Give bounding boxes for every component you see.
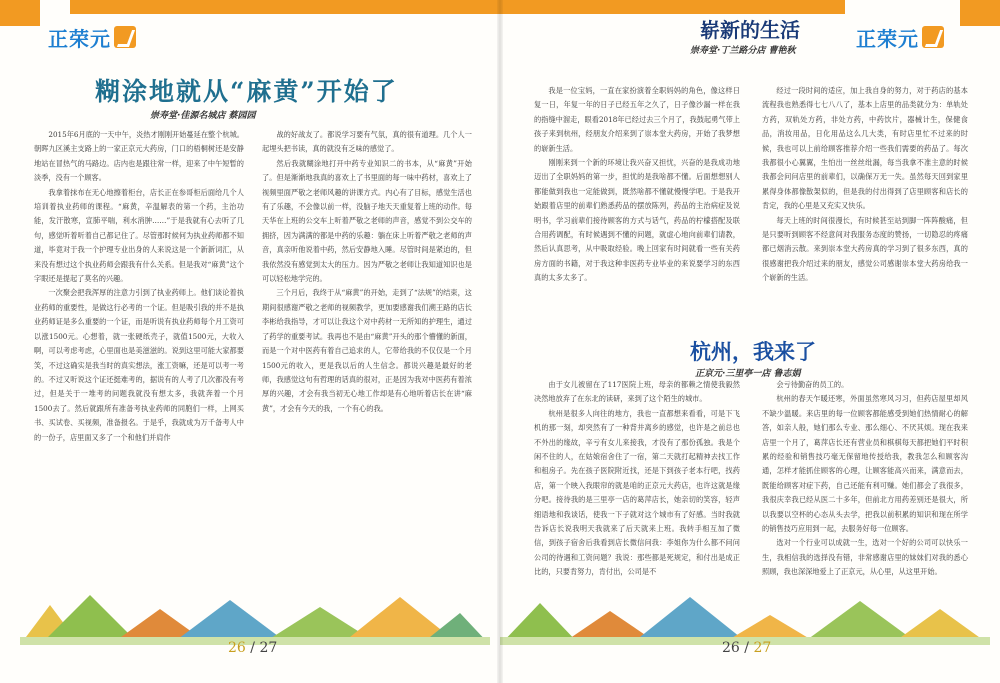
article-byline: 正京元·三里亭一店 鲁志娟	[695, 369, 801, 379]
paragraph: 杭州的春天乍暖还寒，外面虽然寒风习习，但药店屋里却风不缺少温暖。来店里的每一位顾客都能感受到她们热情耐心的解答，如亲人般，她们那么专业、那么细心、不厌其烦。现在我来店里一个月了，葛萍店长还有营业员和棋棋每天都把她们平时积累的经验和销售技巧毫无保留地传授给我，教我怎么和顾客沟通，怎样才能抓住顾客的心理，让顾客能高兴而来，满意而去，既能给顾客对症下药，自己还能有利可赚。她们都会了我很多，我很庆幸我已经从医二十多年，但前北方用药差别还是很大，所以我要以空杯的心态从头去学，把我以前积累的知识和现在所学的销售技巧应用到一起，去服务好每一位顾客。	[762, 394, 968, 534]
top-accent-bar	[500, 0, 845, 14]
paragraph: 经过一段时间的适应，加上我自身的努力，对于药店的基本流程我也熟悉得七七八八了，基本上店里的品类就分为：单轨处方药，双轨处方药，非处方药，中药饮片，器械计生，保健食品，消妆用品，日化用品这么几大类，有时店里忙不过来的时候，我也可以上前给顾客推荐介绍一些我们需要的药品了。每次我都很小心翼翼，生怕出一丝丝纰漏，每当我拿不准主意的时候我都会问问店里的前辈们，以确保万无一失。虽然每天回到家里累得身体都像散架似的，但是我的付出得到了店里顾客和店长的肯定，我的心里是又充实又快乐。	[762, 86, 968, 211]
paragraph: 三个月后，我终于从“麻黄”的开始，走到了“法规”的结束，这期间很感谢严敬之老师的视频教学，更加要感谢我们溯王路的店长李彬给我指导，才可以让我这个对中药材一无所知的护理生，通过了药学的重要考试。我再也不是由“麻黄”开头的那个懵懂的新面，而是一个对中医药有着自己追求的人，它带给我的不仅仅是一个月1500元的收入，更是我以后的人生信念。都说兴趣是最好的老师，我感觉这句有哲理的话真的很对，正是因为我对中医药有着浓厚的兴趣，才会有我当初无心地工作却是有心地听着店长在讲“麻黄”，才会有今天的我，一个有心的我。	[262, 288, 472, 413]
logo-mark-icon	[114, 26, 136, 48]
paragraph: 会亏待勤奋的员工的。	[776, 380, 849, 389]
top-accent-bar	[70, 0, 500, 14]
article-column-2	[762, 378, 968, 608]
logo-text: 正荣元	[48, 26, 111, 51]
paragraph: 2015年6月底的一天中午，炎热才刚刚开始蔓延在整个杭城。朝晖九区溪主支路上的一家正京元大药房，门口的梧桐树还是安静地站在冒热气的马路边。店内也是跟往常一样，迎来了中午短暂的淡季，没有一个顾客。	[34, 130, 244, 183]
page-total: 27	[753, 640, 772, 656]
paragraph: 刚刚来到一个新的环境让我兴奋又担忧，兴奋的是我成功地迈出了全职妈妈的第一步，担忧的是我啥都不懂。后面想想别人都能做到我也一定能做到，既然啥都不懂就慢慢学吧。于是我开始跟着店里的前辈们熟悉药品的摆放陈列，药品的主治病症及说明书，学习前辈们接待顾客的方式与话气，药品的柠檬搭配及联合用药调配，有时候遇到不懂的问题，就虚心地向前辈们请教，然后认真思考，从中吸取经验。晚上回家有时间就看一些有关药房方面的书籍，对于我这种非医药专业毕业的来说要学习的东西真的太多太多了。	[534, 158, 740, 283]
paragraph: 我是一位宝妈，一直在家扮演着全职妈妈的角色，像这样日复一日，年复一年的日子已经五年之久了，日子像沙漏一样在我的指缝中溜走，眼看2018年已经过去三个月了，我鼓起勇气带上孩子来到杭州，经朋友介绍来到了崇本堂大药房，开始了我梦想的崭新生活。	[534, 86, 740, 153]
landscape-illustration	[20, 585, 490, 645]
article-title: 崭新的生活	[700, 18, 800, 42]
paragraph: 战的好战友了。都说学习要有气氛，真的很有道理。几个人一起埋头把书读，真的就没有乏味的感觉了。	[262, 130, 472, 154]
right-page	[500, 0, 1000, 683]
paragraph: 选对一个行业可以成就一生，选对一个好的公司可以快乐一生，我相信我的选择没有错，非常感谢店里的妹妹们对我的悉心照顾，我也深深地爱上了正京元，从心里，从这里开始。	[762, 538, 968, 577]
paragraph: 每天上班的时间很漫长，有时候甚至站到脚一阵阵酸痛，但是只要听到顾客不经意间对我服务态度的赞扬，一切隐忍的疼痛都已烟消云散。来到崇本堂大药房真的学习到了很多东西，真的很感谢把我介绍过来的朋友，感觉公司感谢崇本堂大药房给我一个崭新的生活。	[762, 215, 968, 283]
page-current: 26	[228, 640, 246, 656]
paragraph: 一次聚会把我浑厚的注意力引到了执业药师上。他们谈论着执业药师的重要性，是做这行必考的一个证。但是吸引我的并不是执业药师证是多么重要的一个证，而是听说有执业药师每个月工资可以涨1500元。心想着，就一张硬纸壳子，就值1500元，大收入啊，可以考虑考虑，心里面也是美滋滋的。说到这里可能大家都要笑，不过这确实是我当时的真实想法，涨工资嘛，还是可以考一考的。不过又听说这个证还挺难考的，据说有的人考了几次都没有考过，但是关于一堆考的问题我就没有想太多，我就奔着一个月1500去了。然后就跟所有准备考执业药师的同胞们一样，上网买书、买试卷、买视频，准备报名。于是乎，我就成为万千备考人中的一份子，店里面又多了一个和他们并肩作	[34, 288, 244, 442]
page-number	[228, 640, 277, 656]
article-title: 糊涂地就从“麻黄”开始了	[95, 77, 398, 106]
page-total: 27	[259, 640, 278, 656]
page-current: 26	[722, 640, 740, 656]
logo-text: 正荣元	[856, 26, 919, 51]
article-column-1	[534, 84, 740, 332]
paragraph: 然后我就糊涂地打开中药专业知识二的书本，从“麻黄”开始了。但是渐渐地我真的喜欢上了书里面的每一味中药材，喜欢上了视频里面严敬之老师风趣的讲课方式。内心有了目标，感觉生活也有了乐趣，不会像以前一样，没脑子地天天重复着上班的动作。每天华在上班的公交车上听着严敬之老师的声音，感觉不到公交车的拥挤，因为满满的都是中药的乐趣：躺在床上听着严敬之老师的声音，真亲听他说着中药，然后安静地入睡。尽管时间是紧迫的，但我依然没有感觉到太大的压力。因为严敬之老师让我知道知识也是可以轻松地学完的。	[262, 158, 472, 284]
top-corner-bar	[960, 0, 1000, 26]
page-number	[722, 640, 771, 656]
article-byline: 崇寿堂·丁兰路分店 曹艳秋	[690, 46, 796, 56]
article-title: 杭州，我来了	[690, 339, 816, 364]
brand-logo	[48, 22, 136, 52]
brand-logo	[856, 22, 944, 52]
article-column-2	[762, 84, 968, 332]
top-corner-bar	[0, 0, 40, 26]
article-column-1	[534, 378, 740, 608]
paragraph: 我拿着抹布在无心地擦着柜台，店长正在参哥柜后面给几个人培训着执业药师的课程。“麻黄，辛温解表的第一个药，主治功能，发汗散寒，宣肺平喘，利水消肿……”于是我就有心去听了几句，感觉听着听着自己都记住了。尽管那时候何为执业药师都不知道，毕竟对于我一个护理专业出身的人来说这是一个新新词汇，从来没有想过这个执业药师会跟我有什么关系。但是我对“麻黄”这个字眼还是提起了莫名的兴趣。	[34, 187, 244, 284]
paragraph: 由于女儿被留在了117医院上班，母亲的都赖之情使我毅然决然地放弃了在东北的读研，来到了这个陌生的城市。	[534, 380, 740, 404]
landscape-illustration	[500, 585, 990, 645]
article-column-2	[262, 128, 472, 588]
spine-gutter	[497, 0, 503, 683]
paragraph: 杭州是很多人向往的地方，我也一直都想来看看，可是下飞机的那一刻，却突然有了一种背井离乡的感觉，也许是之前总也不外出的缘故，辛亏有女儿来接我，才没有了那份孤独。我是个闲不住的人，在姑娘宿舍住了一宿，第二天就打起精神去找工作和租房子。先在孩子医院附近找，还是下到孩子老本行吧，找药店，第一个映入我眼帘的就是咱的正京元大药店，也许这就是缘分吧。接待我的是三里亭一店的葛萍店长，她亲切的笑容，轻声细语地和我谈话，使我一下子就对这个城市有了好感。当时我就告诉店长说我明天我就来了后天就来上班。我转手相互加了微信，到孩子宿舍后我看到店长微信问我：李姐你为什么都不问问公司的待遇和工资问题？我说：那些都是死规定，和付出是成正比的，只要肯努力，肯付出，公司是不	[534, 408, 740, 577]
page-separator: /	[250, 640, 255, 656]
article-byline: 崇寿堂·佳源名城店 蔡园园	[150, 111, 256, 121]
page-separator: /	[744, 640, 749, 656]
logo-mark-icon	[922, 26, 944, 48]
article-column-1	[34, 128, 244, 588]
